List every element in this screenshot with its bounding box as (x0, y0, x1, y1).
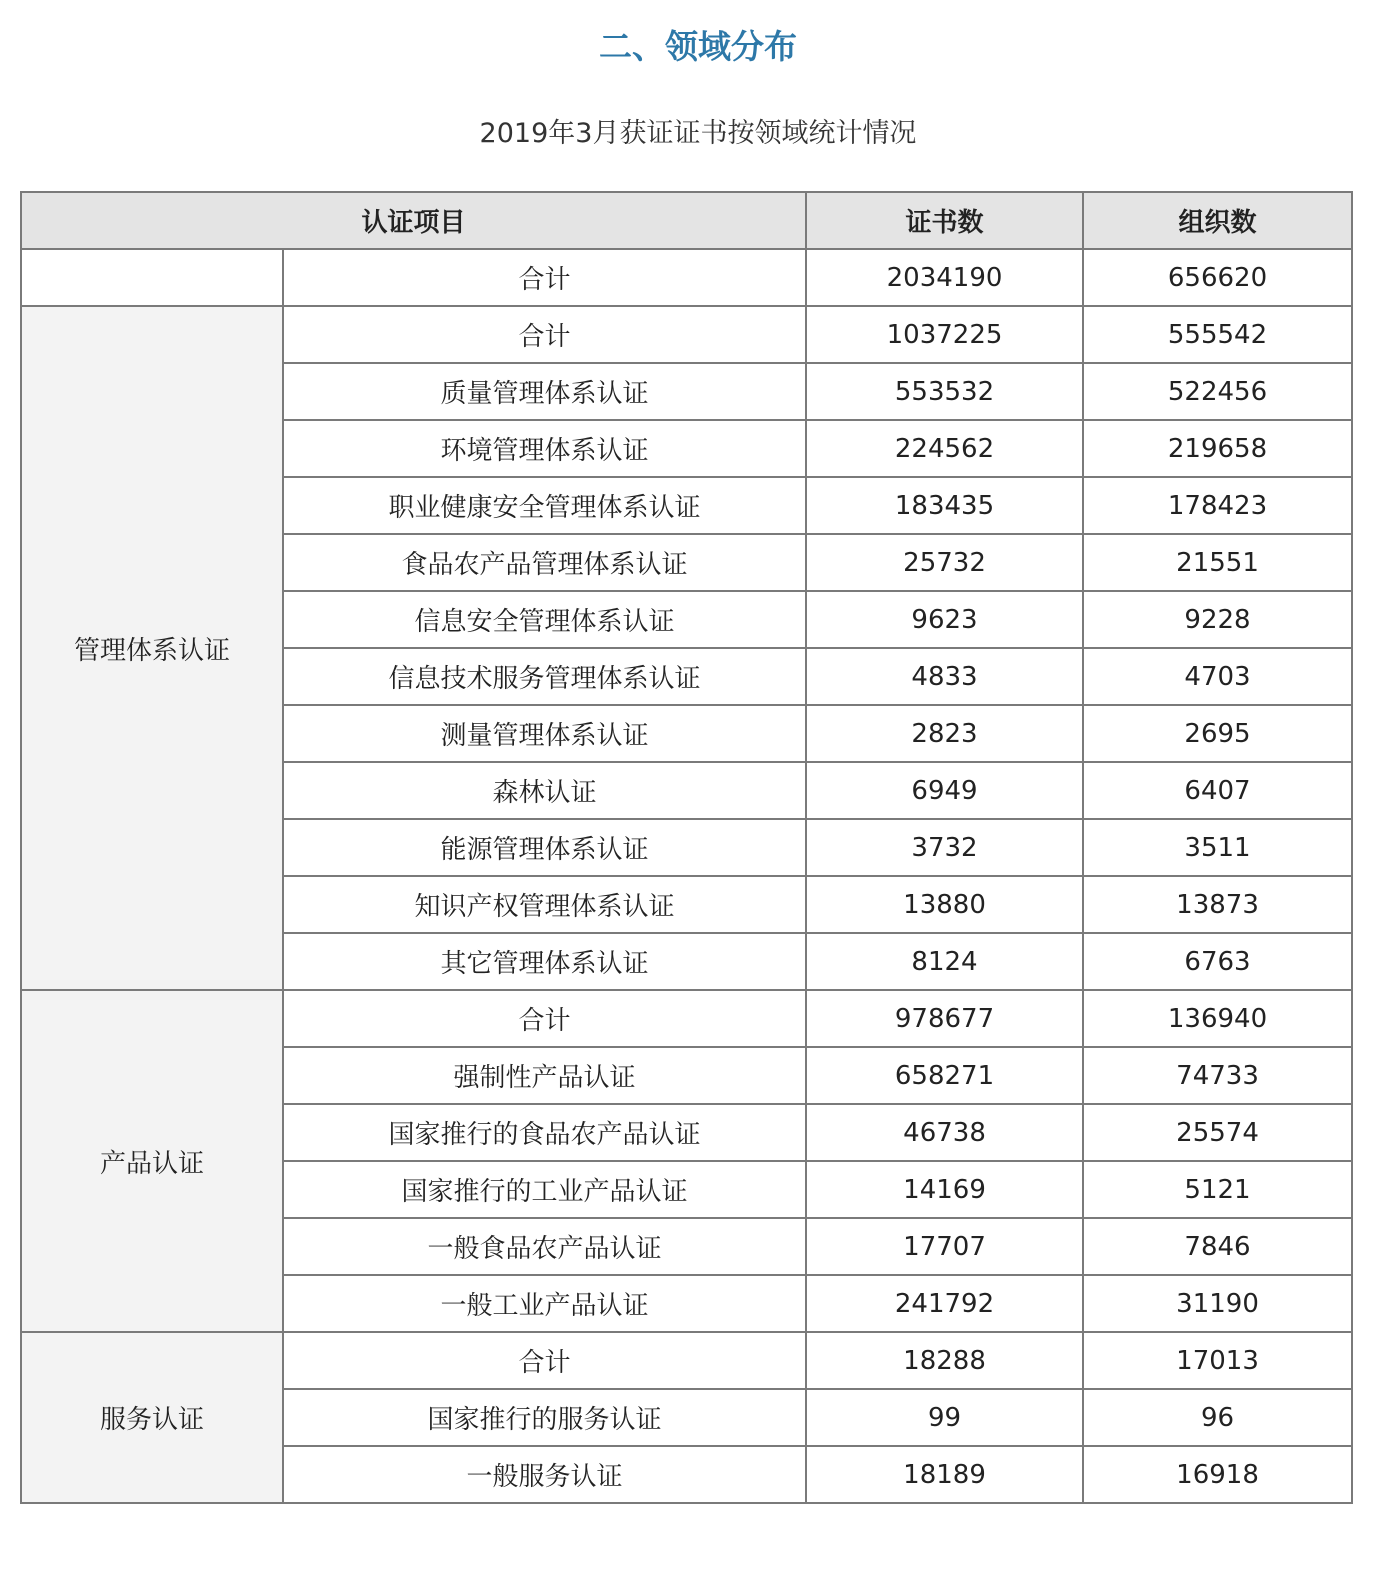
item-label-cell: 职业健康安全管理体系认证 (283, 477, 806, 534)
grand-total-category-cell (21, 249, 283, 306)
header-certificates: 证书数 (806, 192, 1083, 249)
item-label-cell: 国家推行的服务认证 (283, 1389, 806, 1446)
category-cell: 服务认证 (21, 1332, 283, 1503)
category-cell: 管理体系认证 (21, 306, 283, 990)
organizations-cell: 31190 (1083, 1275, 1352, 1332)
organizations-cell: 219658 (1083, 420, 1352, 477)
organizations-cell: 6407 (1083, 762, 1352, 819)
item-label-cell: 一般工业产品认证 (283, 1275, 806, 1332)
certificates-cell: 6949 (806, 762, 1083, 819)
item-label-cell: 质量管理体系认证 (283, 363, 806, 420)
certificates-cell: 658271 (806, 1047, 1083, 1104)
organizations-cell: 9228 (1083, 591, 1352, 648)
organizations-cell: 4703 (1083, 648, 1352, 705)
organizations-cell: 178423 (1083, 477, 1352, 534)
table-row (21, 1332, 1352, 1389)
table-header-row (21, 192, 1352, 249)
certificates-cell: 241792 (806, 1275, 1083, 1332)
certificates-cell: 13880 (806, 876, 1083, 933)
organizations-cell: 3511 (1083, 819, 1352, 876)
certificates-cell: 25732 (806, 534, 1083, 591)
certificates-cell: 183435 (806, 477, 1083, 534)
organizations-cell: 96 (1083, 1389, 1352, 1446)
certificates-cell: 9623 (806, 591, 1083, 648)
certificates-cell: 553532 (806, 363, 1083, 420)
category-cell: 产品认证 (21, 990, 283, 1332)
header-organizations: 组织数 (1083, 192, 1352, 249)
item-label-cell: 国家推行的食品农产品认证 (283, 1104, 806, 1161)
item-label-cell: 测量管理体系认证 (283, 705, 806, 762)
certificates-cell: 978677 (806, 990, 1083, 1047)
organizations-cell: 136940 (1083, 990, 1352, 1047)
organizations-cell: 21551 (1083, 534, 1352, 591)
item-label-cell: 一般服务认证 (283, 1446, 806, 1503)
item-label-cell: 合计 (283, 306, 806, 363)
section-title: 二、领域分布 (599, 27, 797, 66)
certificates-cell: 18189 (806, 1446, 1083, 1503)
table-body (21, 249, 1352, 1503)
certificates-cell: 8124 (806, 933, 1083, 990)
item-label-cell: 其它管理体系认证 (283, 933, 806, 990)
certificates-cell: 3732 (806, 819, 1083, 876)
certificates-cell: 224562 (806, 420, 1083, 477)
organizations-cell: 555542 (1083, 306, 1352, 363)
item-label-cell: 森林认证 (283, 762, 806, 819)
grand-total-organizations: 656620 (1083, 249, 1352, 306)
item-label-cell: 环境管理体系认证 (283, 420, 806, 477)
table-row (21, 990, 1352, 1047)
item-label-cell: 一般食品农产品认证 (283, 1218, 806, 1275)
grand-total-label: 合计 (283, 249, 806, 306)
item-label-cell: 食品农产品管理体系认证 (283, 534, 806, 591)
certificates-cell: 46738 (806, 1104, 1083, 1161)
item-label-cell: 信息安全管理体系认证 (283, 591, 806, 648)
certificates-cell: 99 (806, 1389, 1083, 1446)
certificates-cell: 18288 (806, 1332, 1083, 1389)
item-label-cell: 合计 (283, 990, 806, 1047)
item-label-cell: 国家推行的工业产品认证 (283, 1161, 806, 1218)
organizations-cell: 16918 (1083, 1446, 1352, 1503)
organizations-cell: 7846 (1083, 1218, 1352, 1275)
item-label-cell: 知识产权管理体系认证 (283, 876, 806, 933)
header-item: 认证项目 (21, 192, 806, 249)
item-label-cell: 信息技术服务管理体系认证 (283, 648, 806, 705)
item-label-cell: 能源管理体系认证 (283, 819, 806, 876)
item-label-cell: 强制性产品认证 (283, 1047, 806, 1104)
certificates-cell: 4833 (806, 648, 1083, 705)
certificates-cell: 17707 (806, 1218, 1083, 1275)
certification-stats-table (20, 191, 1353, 1504)
organizations-cell: 74733 (1083, 1047, 1352, 1104)
certificates-cell: 1037225 (806, 306, 1083, 363)
organizations-cell: 17013 (1083, 1332, 1352, 1389)
organizations-cell: 25574 (1083, 1104, 1352, 1161)
organizations-cell: 5121 (1083, 1161, 1352, 1218)
organizations-cell: 6763 (1083, 933, 1352, 990)
certificates-cell: 14169 (806, 1161, 1083, 1218)
grand-total-certificates: 2034190 (806, 249, 1083, 306)
organizations-cell: 2695 (1083, 705, 1352, 762)
organizations-cell: 13873 (1083, 876, 1352, 933)
organizations-cell: 522456 (1083, 363, 1352, 420)
table-row (21, 306, 1352, 363)
certificates-cell: 2823 (806, 705, 1083, 762)
grand-total-row (21, 249, 1352, 306)
table-caption: 2019年3月获证证书按领域统计情况 (479, 118, 917, 149)
item-label-cell: 合计 (283, 1332, 806, 1389)
